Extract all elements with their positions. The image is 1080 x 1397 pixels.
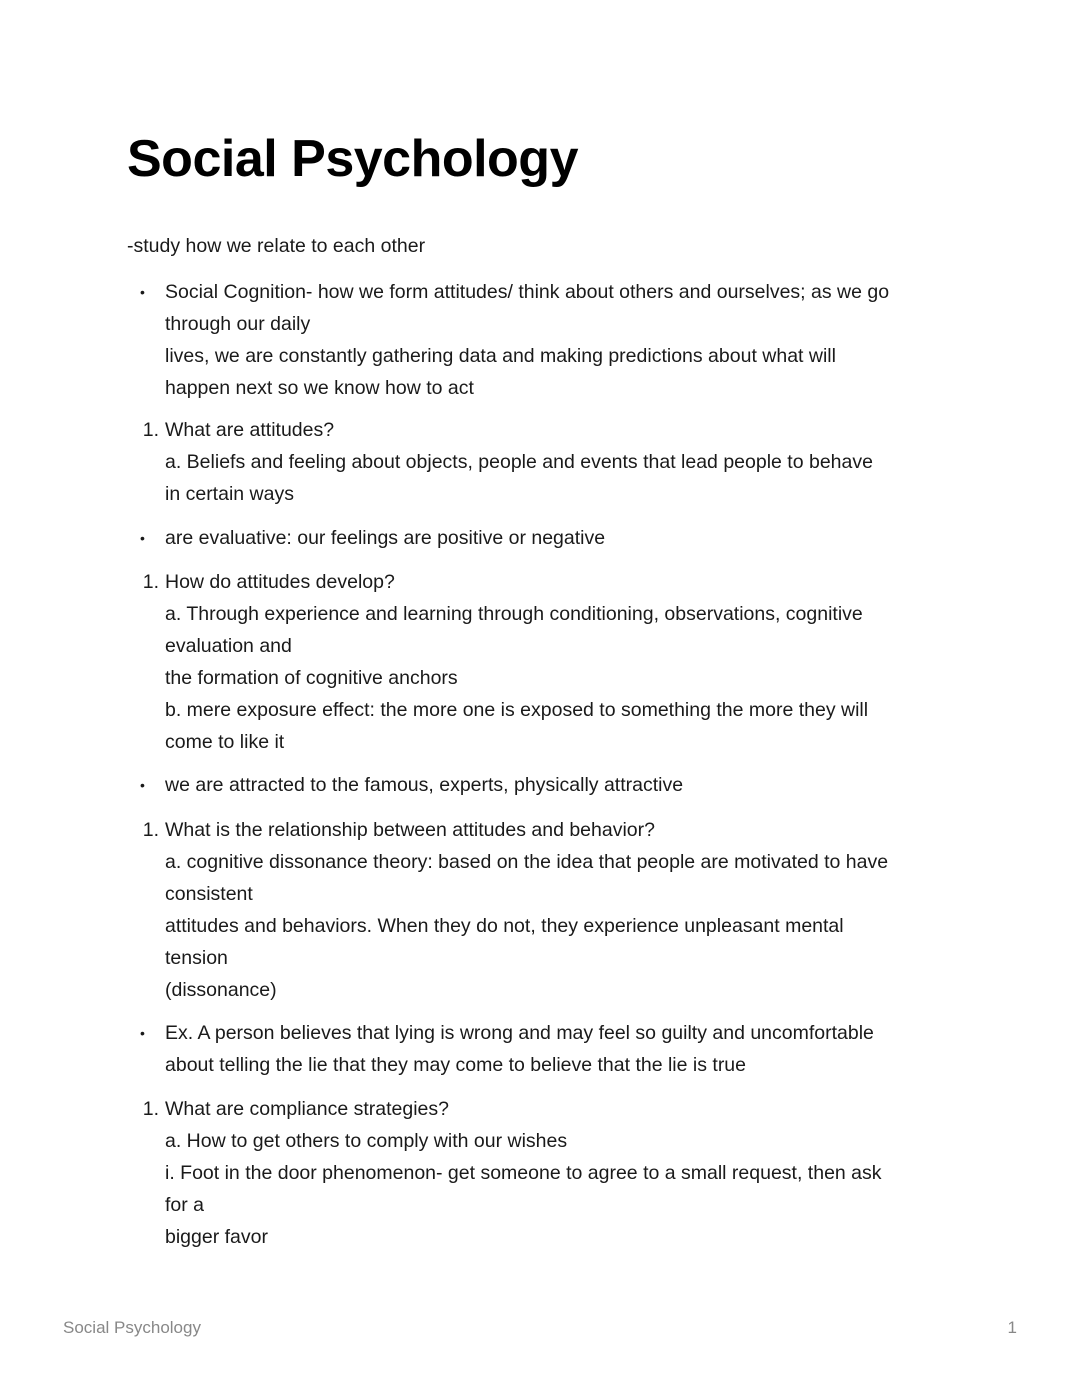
text-line: are evaluative: our feelings are positive or negative (165, 527, 606, 549)
text-line: through our daily (165, 313, 311, 335)
bullet-marker: • (140, 530, 145, 546)
text-line: come to like it (165, 731, 285, 753)
numbered-item-how-attitudes-develop (127, 566, 957, 758)
text-line: How do attitudes develop? (165, 571, 395, 593)
text-line: in certain ways (165, 483, 294, 505)
text-line: the formation of cognitive anchors (165, 667, 458, 689)
text-line: a. How to get others to comply with our wishes (165, 1130, 568, 1152)
list-number: 1. (142, 571, 159, 593)
bullet-item-attraction (127, 769, 957, 801)
bullet-item-social-cognition (127, 276, 957, 404)
footer-page-number: 1 (1007, 1318, 1017, 1337)
text-line: a. cognitive dissonance theory: based on the idea that people are motivated to have (165, 851, 889, 873)
list-number: 1. (142, 419, 159, 441)
intro-text: -study how we relate to each other (127, 235, 426, 257)
text-line: evaluation and (165, 635, 292, 657)
text-line: Social Cognition- how we form attitudes/ think about others and ourselves; as we go (165, 281, 890, 303)
text-line: (dissonance) (165, 979, 277, 1001)
text-line: a. Beliefs and feeling about objects, people and events that lead people to behave (165, 451, 873, 473)
text-line: about telling the lie that they may come to believe that the lie is true (165, 1054, 747, 1076)
footer-document-title: Social Psychology (63, 1318, 201, 1337)
list-number: 1. (142, 1098, 159, 1120)
text-line: Ex. A person believes that lying is wrong and may feel so guilty and uncomfortable (165, 1022, 874, 1044)
bullet-marker: • (140, 284, 145, 300)
bullet-item-lying-example (127, 1017, 957, 1081)
bullet-item-evaluative (127, 522, 957, 554)
text-line: for a (165, 1194, 205, 1216)
numbered-item-what-are-attitudes (127, 414, 957, 510)
text-line: tension (165, 947, 228, 969)
text-line: What is the relationship between attitudes and behavior? (165, 819, 655, 841)
text-line: happen next so we know how to act (165, 377, 474, 399)
text-line: i. Foot in the door phenomenon- get someone to agree to a small request, then ask (165, 1162, 882, 1184)
text-line: we are attracted to the famous, experts, physically attractive (165, 774, 684, 796)
text-line: lives, we are constantly gathering data and making predictions about what will (165, 345, 836, 367)
list-number: 1. (142, 819, 159, 841)
text-line: a. Through experience and learning through conditioning, observations, cognitive (165, 603, 863, 625)
text-line: consistent (165, 883, 253, 905)
text-line: bigger favor (165, 1226, 268, 1248)
numbered-item-attitudes-behavior (127, 814, 957, 1006)
text-line: What are attitudes? (165, 419, 335, 441)
bullet-marker: • (140, 777, 145, 793)
text-line: attitudes and behaviors. When they do not, they experience unpleasant mental (165, 915, 844, 937)
text-line: b. mere exposure effect: the more one is exposed to something the more they will (165, 699, 869, 721)
text-line: What are compliance strategies? (165, 1098, 449, 1120)
bullet-marker: • (140, 1025, 145, 1041)
numbered-item-compliance-strategies (127, 1093, 957, 1253)
page-title: Social Psychology (127, 130, 578, 188)
